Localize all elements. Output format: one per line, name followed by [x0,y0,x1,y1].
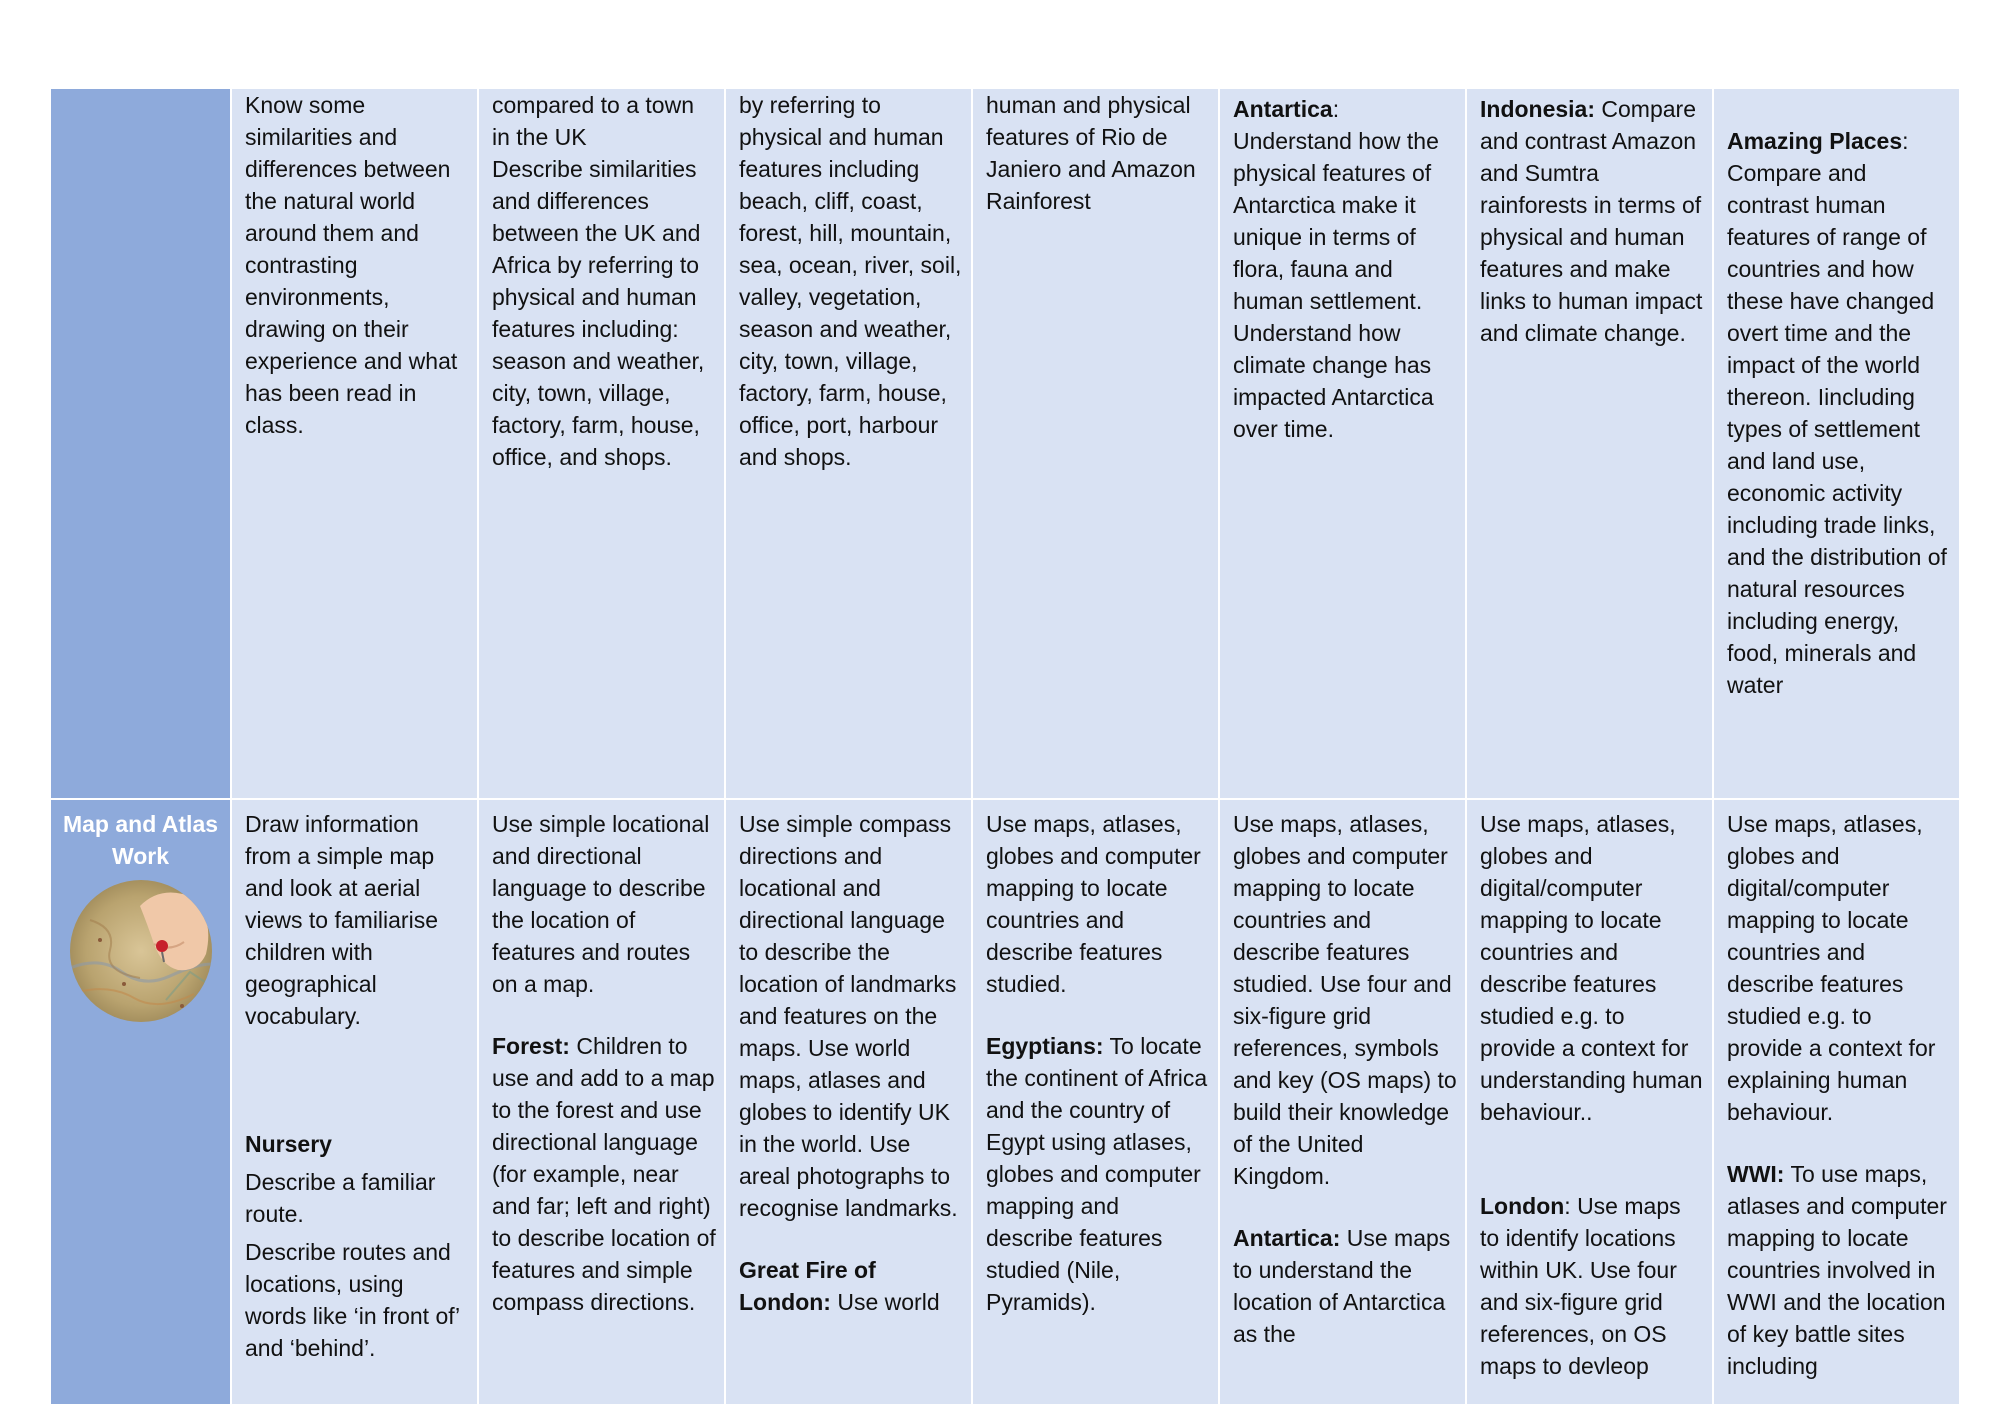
cell-text: Use maps, atlases, globes and digital/computer mapping to locate countries and describe features studied e.g. to provide a context for explaining human behaviour. [1727,811,1936,1125]
cell-topic-text: Use maps to understand the location of Antarctica as the [1233,1225,1451,1347]
table-cell-antarctica [1219,88,1466,799]
cell-text: human and physical features of Rio de Janiero and Amazon Rainforest [986,92,1196,214]
table-cell [1713,799,1960,1405]
table-cell [972,799,1219,1405]
cell-text [1480,93,1704,349]
curriculum-table [49,87,1961,1406]
table-cell-amazing-places [1713,88,1960,799]
table-cell [231,88,478,799]
cell-text: Use maps, atlases, globes and computer mapping to locate countries and describe features studied. Use four and six-figure grid references, symbols and key (OS maps) to build their knowledge of the United Kingdom. [1233,811,1457,1189]
cell-topic-text: Use world [830,1289,940,1315]
cell-topic-heading: Amazing Places [1727,128,1903,154]
cell-text [1727,125,1951,701]
cell-topic-text: : Compare and contrast human features of range of countries and how these have changed overt time and the impact of the world thereon. Iincluding types of settlement and land use, economic activity including trade links, and the distribution of natural resources including energy, food, minerals and water [1727,128,1947,698]
cell-text: Use simple locational and directional language to describe the location of features and routes on a map. [492,811,710,997]
cell-topic-heading: Antartica [1233,96,1333,122]
cell-text: Use maps, atlases, globes and digital/computer mapping to locate countries and describe features studied e.g. to provide a context for understanding human behaviour.. [1480,811,1703,1125]
cell-text [739,1254,963,1318]
table-cell [972,88,1219,799]
row-header-empty [50,88,231,799]
cell-topic-text: Compare and contrast Amazon and Sumtra rainforests in terms of physical and human features and make links to human impact and climate change. [1480,96,1703,346]
table-row-top [50,88,1960,799]
cell-text [1727,1158,1951,1382]
cell-topic-heading: Indonesia: [1480,96,1596,122]
cell-topic-text: : Use maps to identify locations within UK. Use four and six-figure grid references, on OS maps to devleop [1480,1193,1681,1379]
cell-topic-text: : Understand how the physical features of Antarctica make it unique in terms of flora, fauna and human settlement. Understand how climate change has impacted Antarctica over time. [1233,96,1439,442]
row-header-label: Map and Atlas Work [62,811,219,869]
cell-topic-text: Children to use and add to a map to the forest and use directional language (for example, near and far; left and right) to describe location of features and simple compass directions. [492,1033,716,1315]
cell-subheading [245,1128,469,1160]
row-header-map-atlas [50,799,231,1405]
cell-text [492,1030,716,1318]
cell-text [1233,1222,1457,1350]
cell-text [1480,1190,1704,1382]
nursery-heading: Nursery [245,1131,332,1157]
cell-topic-heading: Egyptians: [986,1033,1104,1059]
table-row-map-atlas [50,799,1960,1405]
cell-topic-heading: London [1480,1193,1565,1219]
table-cell [478,88,725,799]
cell-text: Describe a familiar route. [245,1169,436,1227]
cell-text: Use simple compass directions and locational and directional language to describe the location of landmarks and features on the maps. Use world maps, atlases and globes to identify UK in the world. Use areal photographs to recognise landmarks. [739,811,958,1221]
map-pin-photo-icon [70,880,212,1022]
cell-text: Use maps, atlases, globes and computer mapping to locate countries and describe features studied. [986,811,1201,997]
table-cell [725,799,972,1405]
cell-text: Describe routes and locations, using words like ‘in front of’ and ‘behind’. [245,1239,460,1361]
cell-topic-heading: Great Fire of London: [739,1257,876,1315]
cell-topic-heading: Antartica: [1233,1225,1341,1251]
cell-text [1233,93,1457,445]
table-cell [1466,799,1713,1405]
cell-text: Know some similarities and differences between the natural world around them and contrasting environments, drawing on their experience and what has been read in class. [245,92,458,438]
table-cell-indonesia [1466,88,1713,799]
cell-topic-text: To use maps, atlases and computer mapping to locate countries involved in WWI and the location of key battle sites including [1727,1161,1947,1379]
cell-text: compared to a town in the UK Describe similarities and differences between the UK and Africa by referring to physical and human features including: season and weather, city, town, village, factory, farm, house, office, and shops. [492,92,705,470]
table-cell [231,799,478,1405]
table-cell [1219,799,1466,1405]
cell-topic-heading: Forest: [492,1033,570,1059]
cell-text: Draw information from a simple map and look at aerial views to familiarise children with geographical vocabulary. [245,811,438,1029]
cell-text: by referring to physical and human features including beach, cliff, coast, forest, hill, mountain, sea, ocean, river, soil, valley, vegetation, season and weather, city, town, village, factory, farm, house, office, port, harbour and shops. [739,92,962,470]
cell-topic-heading: WWI: [1727,1161,1785,1187]
table-cell [725,88,972,799]
table-cell [478,799,725,1405]
cell-text [986,1030,1210,1318]
cell-topic-text: To locate the continent of Africa and the country of Egypt using atlases, globes and computer mapping and describe features studied (Nile, Pyramids). [986,1033,1208,1315]
